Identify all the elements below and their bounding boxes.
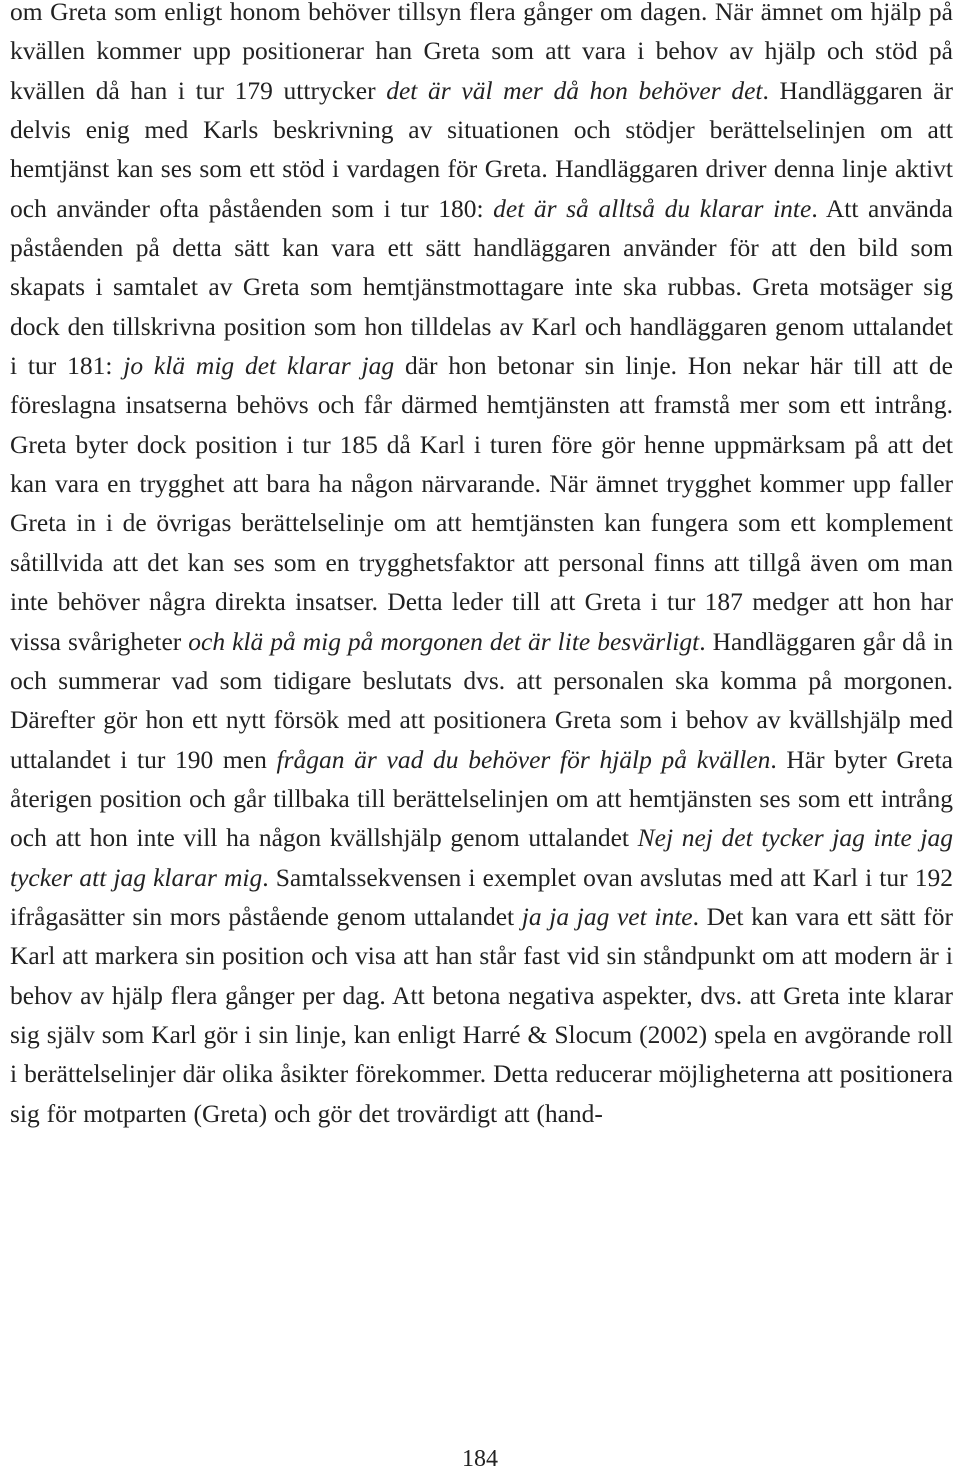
quoted-utterance: jo klä mig det klarar jag <box>123 351 395 381</box>
quoted-utterance: det är så alltså du klarar inte <box>493 193 812 223</box>
quoted-utterance: ja ja jag vet inte <box>521 901 693 931</box>
quoted-utterance: det är väl mer då hon behöver det <box>386 75 763 105</box>
quoted-utterance: och klä på mig på morgonen det är lite besvärligt <box>188 626 700 656</box>
text-run: . Handläggaren är delvis enig med Karls beskrivning av situationen och stödjer berättelselinjen om att hemtjänst kan ses som ett stöd i vardagen för Greta. Handläggaren driver denna linje aktivt och använder ofta påståenden som i tur 180: <box>10 75 953 223</box>
body-paragraph <box>10 0 953 1133</box>
page-number: 184 <box>462 1446 498 1472</box>
text-run: där hon betonar sin linje. Hon nekar här till att de föreslagna insatserna behövs och får därmed hemtjänsten att framstå mer som ett intrång. Greta byter dock position i tur 185 då Karl i turen före gör henne uppmärksam på att det kan vara en trygghet att bara ha någon närvarande. När ämnet trygghet kommer upp faller Greta in i de övrigas berättelselinje om att hemtjänsten kan fungera som ett komplement såtillvida att det kan ses som en trygghetsfaktor att personal finns att tillgå även om man inte behöver några direkta insatser. Detta leder till att Greta i tur 187 medger att hon har vissa svårigheter <box>10 351 954 656</box>
text-run: . Här byter Greta återigen position och går tillbaka till berättelselinjen om att hemtjänsten ses som ett intrång och att hon inte vill ha någon kvällshjälp genom uttalandet <box>10 744 953 853</box>
text-run: . Handläggaren går då in och summerar vad som tidigare beslutats dvs. att personalen ska komma på morgonen. Därefter gör hon ett nytt försök med att positionera Greta som i behov av kvällshjälp med uttalandet i tur 190 men <box>10 626 953 774</box>
text-run: . Att använda påståenden på detta sätt kan vara ett sätt handläggaren använder för att den bild som skapats i samtalet av Greta som hemtjänstmottagare inte ska rubbas. Greta motsäger sig dock den tillskrivna position som hon tilldelas av Karl och handläggaren genom uttalandet i tur 181: <box>10 193 953 381</box>
text-run: . Samtalssekvensen i exemplet ovan avslutas med att Karl i tur 192 ifrågasätter sin mors påstående genom uttalandet <box>10 862 953 931</box>
text-run: om Greta som enligt honom behöver tillsyn flera gånger om dagen. När ämnet om hjälp på kvällen kommer upp positionerar han Greta som att vara i behov av hjälp och stöd på kvällen då han i tur 179 uttrycker <box>10 0 953 105</box>
quoted-utterance: Nej nej det tycker jag inte jag tycker att jag klarar mig <box>10 823 954 892</box>
text-run: . Det kan vara ett sätt för Karl att markera sin position och visa att han står fast vid sin ståndpunkt om att modern är i behov av hjälp flera gånger per dag. Att betona negativa aspekter, dvs. att Greta inte klarar sig själv som Karl gör i sin linje, kan enligt Harré & Slocum (2002) spela en avgörande roll i berättelselinjer där olika åsikter förekommer. Detta reducerar möjligheterna att positionera sig för motparten (Greta) och gör det trovärdigt att (hand- <box>10 901 953 1128</box>
quoted-utterance: frågan är vad du behöver för hjälp på kvällen <box>276 744 771 774</box>
